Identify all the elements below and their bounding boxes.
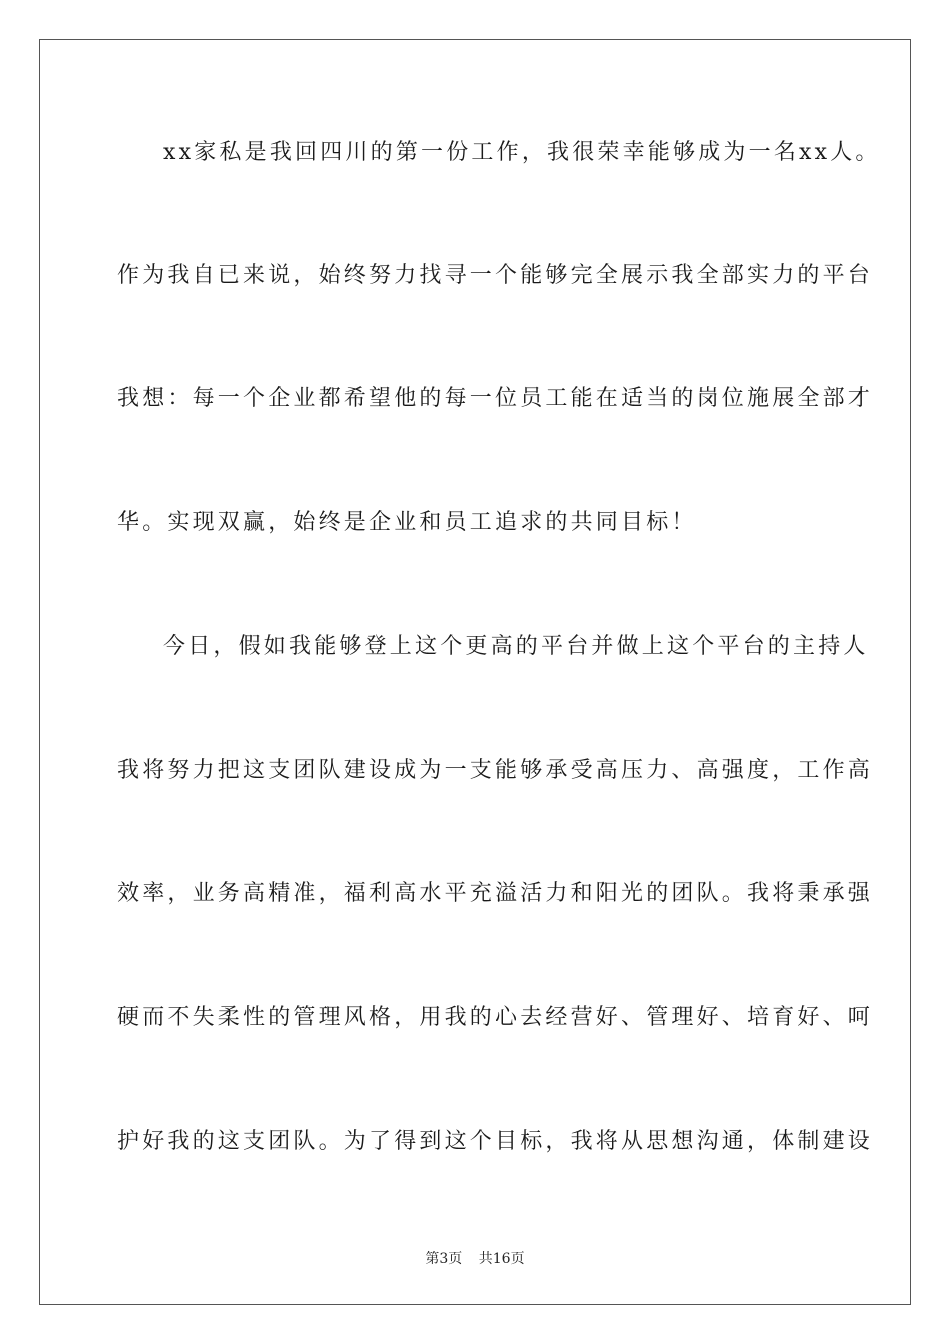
paragraph-line: xx家私是我回四川的第一份工作，我很荣幸能够成为一名xx人。 <box>163 140 881 165</box>
paragraph-line: 护好我的这支团队。为了得到这个目标，我将从思想沟通，体制建设 <box>117 1129 874 1154</box>
paragraph-line: 作为我自已来说，始终努力找寻一个能够完全展示我全部实力的平台 <box>117 263 874 288</box>
paragraph-line: 今日，假如我能够登上这个更高的平台并做上这个平台的主持人 <box>163 634 869 659</box>
page-frame <box>39 39 911 1305</box>
paragraph-line: 我将努力把这支团队建设成为一支能够承受高压力、高强度，工作高 <box>117 758 874 783</box>
paragraph-line: 华。实现双赢，始终是企业和员工追求的共同目标！ <box>117 510 697 535</box>
page-total: 共16页 <box>478 1251 525 1267</box>
page-number: 第3页 <box>425 1251 463 1267</box>
paragraph-line: 硬而不失柔性的管理风格，用我的心去经营好、管理好、培育好、呵 <box>117 1005 874 1030</box>
paragraph-line: 效率，业务高精准，福利高水平充溢活力和阳光的团队。我将秉承强 <box>117 881 874 906</box>
page-footer <box>0 1248 950 1268</box>
paragraph-line: 我想：每一个企业都希望他的每一位员工能在适当的岗位施展全部才 <box>117 386 874 411</box>
